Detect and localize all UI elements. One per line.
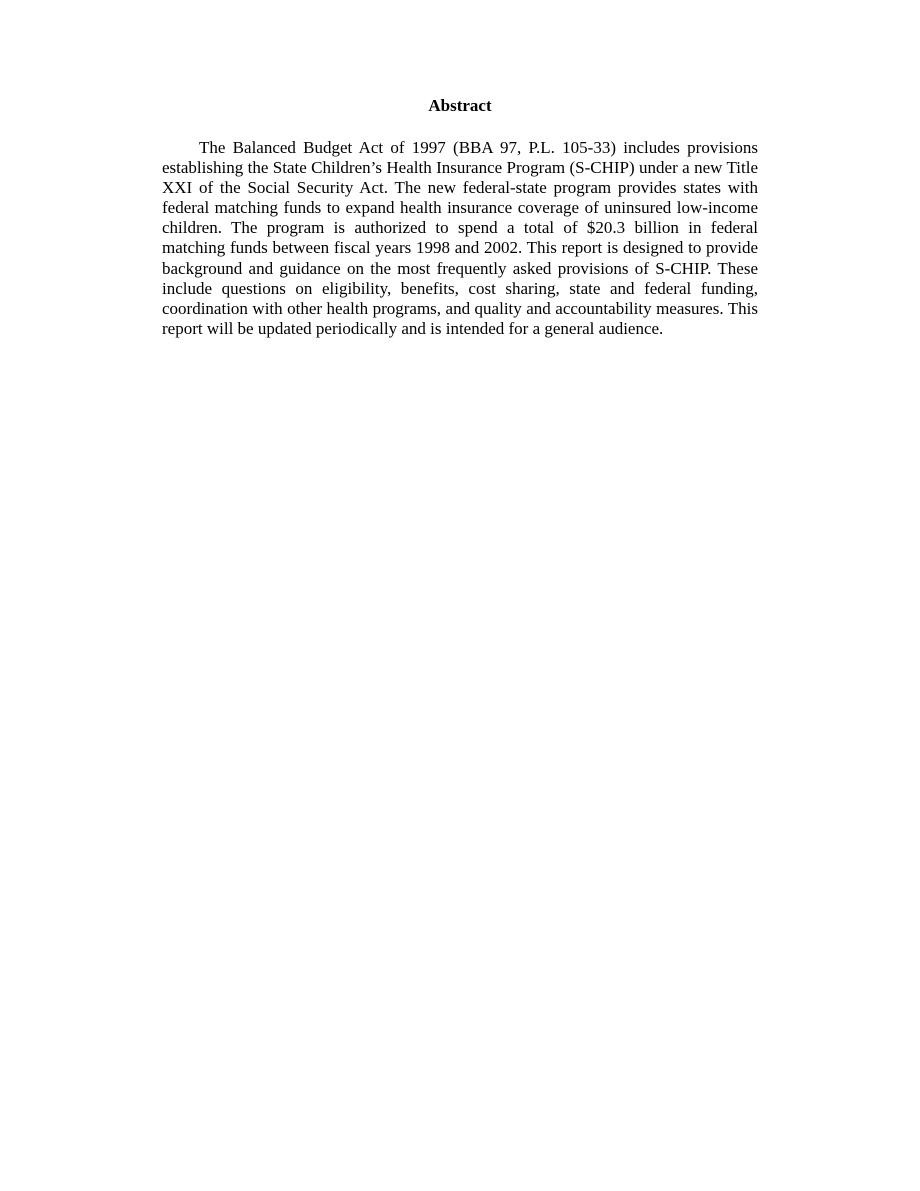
abstract-heading: Abstract	[428, 96, 492, 115]
abstract-paragraph: The Balanced Budget Act of 1997 (BBA 97, P.L. 105-33) includes provisions establishing the State Children’s Health Insurance Program (S-CHIP) under a new Title XXI of the Social Security Act. The new federal-state program provides states with federal matching funds to expand health insurance coverage of uninsured low-income children. The program is authorized to spend a total of $20.3 billion in federal matching funds between fiscal years 1998 and 2002. This report is designed to provide background and guidance on the most frequently asked provisions of S-CHIP. These include questions on eligibility, benefits, cost sharing, state and federal funding, coordination with other health programs, and quality and accountability measures. This report will be updated periodically and is intended for a general audience.	[162, 138, 758, 338]
